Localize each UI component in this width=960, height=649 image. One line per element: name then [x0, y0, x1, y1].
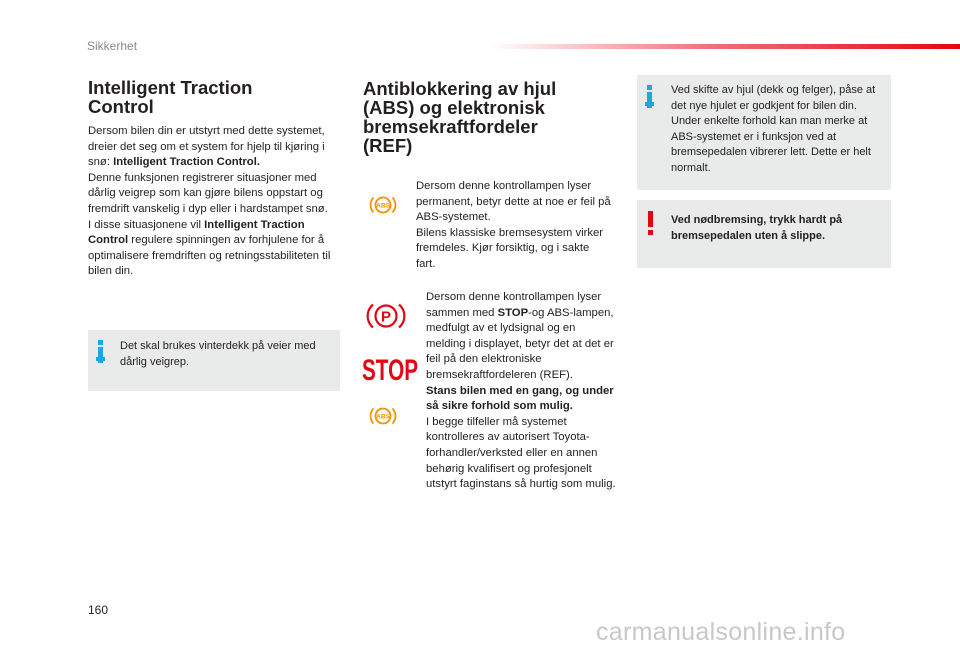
stop-warning-lamp-icon — [361, 353, 419, 390]
text-run: Dersom bilen din er utstyrt med dette systemet, dreier det seg om et system for hjelp til kjøring i snø: — [88, 125, 325, 169]
stop-icon-label: STOP — [362, 354, 418, 387]
text-run-bold: STOP — [497, 306, 529, 319]
title-line: (ABS) og elektronisk — [363, 97, 545, 118]
abs-warning-lamp-icon — [368, 193, 398, 222]
abs-icon-label: ABS — [376, 413, 390, 421]
section-title-itc — [88, 78, 328, 116]
info-box-winter-tyres — [88, 330, 340, 391]
abs-lamp-paragraph — [416, 179, 611, 273]
section-title-abs — [363, 79, 603, 155]
info-icon — [96, 340, 106, 362]
info-box-text: Det skal brukes vinterdekk på veier med dårlig veigrep. — [120, 340, 316, 368]
text-run: -og ABS-lampen, medfulgt av et lydsignal og en melding i displayet, betyr det at det er feil på den elektroniske bremsekraftfordeleren (REF). — [426, 306, 614, 381]
warning-box-emergency-braking — [637, 200, 891, 268]
text-run-bold: Intelligent Traction Control. — [113, 156, 260, 169]
warning-exclamation-icon — [648, 211, 654, 235]
info-box-wheel-change — [637, 75, 891, 190]
abs-warning-lamp-icon — [368, 404, 398, 433]
title-line: Control — [88, 96, 154, 117]
title-line: bremsekraftfordeler — [363, 116, 538, 137]
title-line: (REF) — [363, 135, 413, 156]
text-run: Dersom denne kontrollampen lyser permanent, betyr dette at noe er feil på ABS-systemet. — [416, 180, 611, 224]
info-icon — [645, 85, 655, 107]
page-number: 160 — [88, 603, 109, 617]
text-run-bold: Stans bilen med en gang, og under så sikre forhold som mulig. — [426, 384, 614, 413]
text-run: regulere spinningen av forhjulene for å optimalisere fremdriften og retningsstabiliteten til bilen din. — [88, 234, 331, 278]
brake-warning-lamp-icon — [367, 300, 405, 337]
header-accent-bar — [490, 44, 960, 49]
section-label: Sikkerhet — [87, 39, 138, 53]
abs-icon-label: ABS — [376, 202, 390, 210]
p-icon-label: P — [380, 308, 392, 326]
text-run: Bilens klassiske bremsesystem virker fremdeles. Kjør forsiktig, og i sakte fart. — [416, 226, 604, 270]
text-run-bold: Intelligent Traction Control — [88, 218, 305, 247]
title-line: Intelligent Traction — [88, 77, 253, 98]
text-run: I begge tilfeller må systemet kontrolleres av autorisert Toyota-forhandler/verksted eller en annen behørig kvalifisert og profesjonelt utstyrt faginstans så hurtig som mulig. — [426, 415, 616, 491]
warning-box-text: Ved nødbremsing, trykk hardt på bremsepedalen uten å slippe. — [671, 214, 843, 242]
text-run: Denne funksjonen registrerer situasjoner med dårlig veigrep som kan gjøre bilens oppstart og fremdrift vanskelig i dyp eller i hardstampet snø. — [88, 171, 328, 215]
info-box-text: Ved skifte av hjul (dekk og felger), påse at det nye hjulet er godkjent for bilen din. Under enkelte forhold kan man merke at ABS-systemet er i funksjon ved at bremsepedalen vibrerer lett. Dette er helt normalt. — [671, 84, 876, 174]
ref-lamp-paragraph — [426, 290, 618, 493]
title-line: Antiblokkering av hjul — [363, 78, 557, 99]
text-run: Dersom denne kontrollampen lyser sammen med — [426, 291, 602, 319]
itc-paragraph — [88, 124, 346, 280]
watermark: carmanualsonline.info — [596, 618, 846, 646]
text-run: I disse situasjonene vil — [88, 218, 205, 231]
